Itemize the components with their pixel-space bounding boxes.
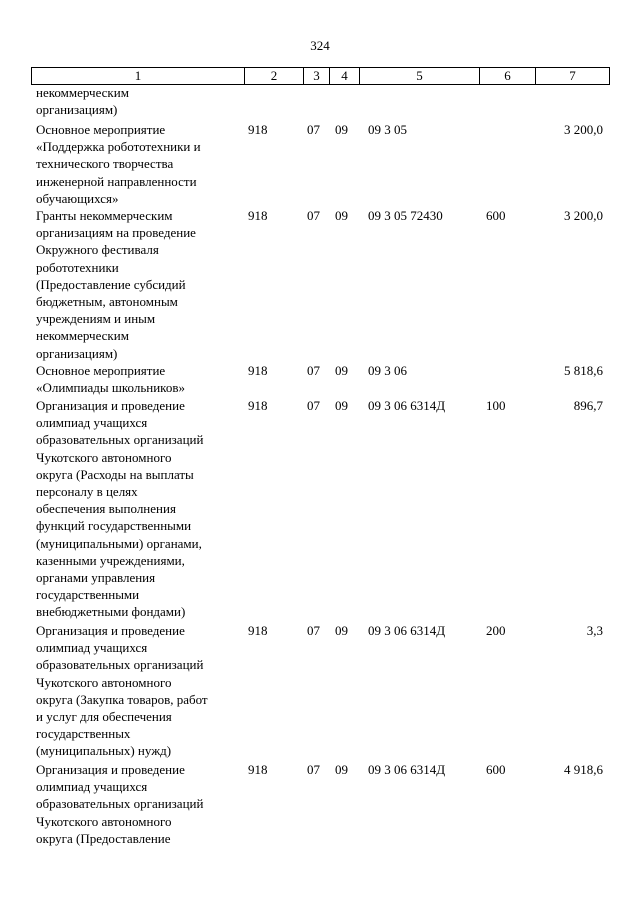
row-expense-type: 200	[486, 623, 506, 638]
row-section-code: 07	[307, 623, 320, 638]
row-amount: 4 918,6	[564, 762, 603, 777]
row-name: Организация и проведение олимпиад учащихся образовательных организаций Чукотского автономного округа (Закупка товаров, работ и услуг для обеспечения государственных (муниципальных) нужд)	[36, 623, 208, 759]
header-col-5: 5	[360, 68, 480, 84]
row-expense-type: 100	[486, 398, 506, 413]
row-target-article: 09 3 05	[368, 122, 407, 137]
row-ministry-code: 918	[248, 398, 268, 413]
row-ministry-code: 918	[248, 363, 268, 378]
row-ministry-code: 918	[248, 122, 268, 137]
row-name: Основное мероприятие «Олимпиады школьников»	[36, 363, 185, 396]
row-amount: 3 200,0	[564, 122, 603, 137]
row-target-article: 09 3 06	[368, 363, 407, 378]
row-name: Организация и проведение олимпиад учащихся образовательных организаций Чукотского автономного округа (Предоставление	[36, 762, 204, 846]
row-target-article: 09 3 06 6314Д	[368, 762, 446, 777]
row-target-article: 09 3 06 6314Д	[368, 623, 446, 638]
row-amount: 5 818,6	[564, 363, 603, 378]
row-name: Гранты некоммерческим организациям на проведение Окружного фестиваля робототехники (Предоставление субсидий бюджетным, автономным учреждениям и иным некоммерческим организациям)	[36, 208, 196, 361]
row-ministry-code: 918	[248, 623, 268, 638]
row-expense-type: 600	[486, 762, 506, 777]
row-expense-type: 600	[486, 208, 506, 223]
header-col-2: 2	[245, 68, 304, 84]
row-target-article: 09 3 06 6314Д	[368, 398, 446, 413]
row-amount: 896,7	[573, 398, 603, 413]
row-name: Основное мероприятие «Поддержка робототехники и технического творчества инженерной направленности обучающихся»	[36, 122, 201, 206]
header-col-6: 6	[480, 68, 536, 84]
row-section-code: 07	[307, 363, 320, 378]
row-section-code: 07	[307, 398, 320, 413]
page-number: 324	[310, 38, 330, 53]
row-section-code: 07	[307, 762, 320, 777]
row-subsection-code: 09	[335, 208, 348, 223]
row-subsection-code: 09	[335, 623, 348, 638]
row-ministry-code: 918	[248, 208, 268, 223]
header-col-3: 3	[304, 68, 330, 84]
header-col-4: 4	[330, 68, 360, 84]
row-name: некоммерческим организациям)	[36, 85, 129, 118]
row-section-code: 07	[307, 122, 320, 137]
row-amount: 3,3	[586, 623, 603, 638]
row-subsection-code: 09	[335, 398, 348, 413]
row-subsection-code: 09	[335, 762, 348, 777]
row-subsection-code: 09	[335, 363, 348, 378]
row-subsection-code: 09	[335, 122, 348, 137]
row-amount: 3 200,0	[564, 208, 603, 223]
header-col-7: 7	[569, 68, 576, 83]
row-name: Организация и проведение олимпиад учащихся образовательных организаций Чукотского автономного округа (Расходы на выплаты персоналу в целях обеспечения выполнения функций государственными (муниципальными) органами, казенными учреждениями, органами управления государственными внебюджетными фондами)	[36, 398, 204, 620]
row-ministry-code: 918	[248, 762, 268, 777]
row-target-article: 09 3 05 72430	[368, 208, 443, 223]
table-header	[31, 67, 610, 85]
header-col-1: 1	[32, 68, 245, 84]
row-section-code: 07	[307, 208, 320, 223]
